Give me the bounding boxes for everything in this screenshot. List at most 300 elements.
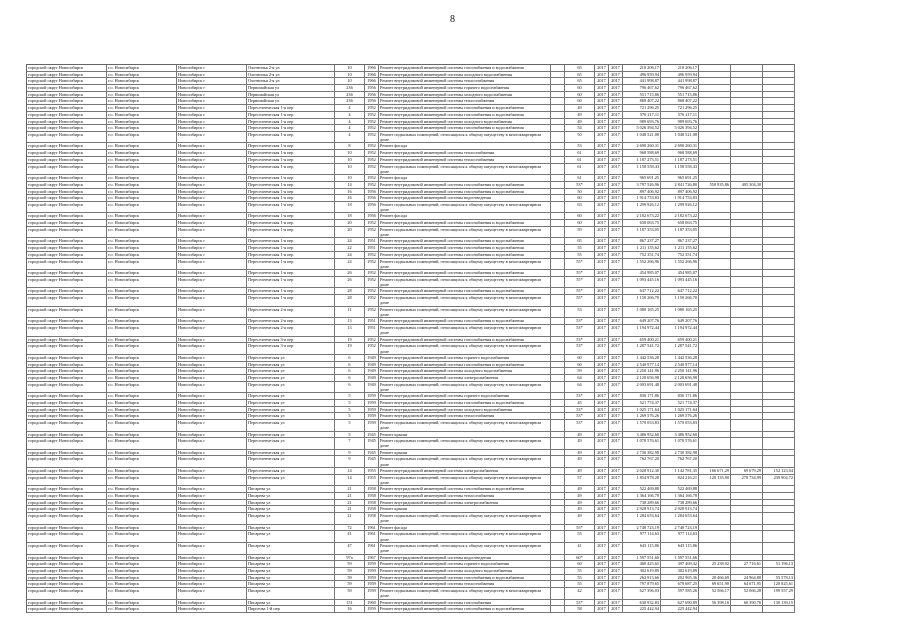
cell-owner-cost xyxy=(763,382,795,394)
cell-municipality: городской округ Новосибирск xyxy=(27,85,107,92)
cell-fund-cost: 1 078 576,61 xyxy=(661,438,699,450)
cell-settlement: Новосибирск г xyxy=(177,195,247,202)
cell-wear-percent: 65 xyxy=(565,78,595,85)
cell-total-cost: 643 115,86 xyxy=(623,543,661,555)
cell-settlement: Новосибирск г xyxy=(177,362,247,369)
cell-city-district: г.о. Новосибирск xyxy=(107,343,177,355)
cell-total-cost: 1 080 165,25 xyxy=(623,307,661,319)
cell-wear-percent: 55* xyxy=(565,525,595,532)
cell-plan-start-year: 2017 xyxy=(595,432,609,439)
table-row xyxy=(27,143,795,150)
cell-plan-start-year: 2017 xyxy=(595,355,609,362)
cell-local-budget-cost: 27 716,61 xyxy=(731,561,763,568)
cell-plan-start-year: 2017 xyxy=(595,85,609,92)
cell-wear-percent: 59 xyxy=(565,227,595,239)
cell-plan-end-year: 2017 xyxy=(609,202,623,214)
cell-year-built: 1949 xyxy=(365,382,379,394)
cell-fund-cost: 627 690,89 xyxy=(661,600,699,607)
cell-blank xyxy=(551,468,565,475)
cell-total-cost: 2 748 723,19 xyxy=(623,525,661,532)
cell-owner-cost xyxy=(763,506,795,513)
cell-plan-end-year: 2017 xyxy=(609,438,623,450)
cell-municipality: городской округ Новосибирск xyxy=(27,78,107,85)
cell-work-type: Ремонт внутридомовой инженерной системы газоснабжения и водоснабжения xyxy=(379,400,551,407)
cell-budget-cost xyxy=(699,132,731,144)
cell-fund-cost: 647 712,22 xyxy=(661,288,699,295)
cell-city-district: г.о. Новосибирск xyxy=(107,92,177,99)
table-row xyxy=(27,72,795,79)
cell-city-district: г.о. Новосибирск xyxy=(107,575,177,582)
cell-fund-cost: 397 469,42 xyxy=(661,561,699,568)
cell-municipality: городской округ Новосибирск xyxy=(27,65,107,72)
cell-owner-cost xyxy=(763,164,795,176)
cell-fund-cost: 965 691,25 xyxy=(661,175,699,182)
cell-city-district: г.о. Новосибирск xyxy=(107,355,177,362)
cell-fund-cost: 1 142 781,35 xyxy=(661,468,699,475)
cell-local-budget-cost xyxy=(731,362,763,369)
cell-work-type: Ремонт внутридомовой инженерной системы холодного водоснабжения xyxy=(379,368,551,375)
cell-work-type: Ремонт подвальных помещений, относящихся к общему имуществу в многоквартирном доме xyxy=(379,132,551,144)
cell-year-built: 1951 xyxy=(365,325,379,337)
cell-owner-cost xyxy=(763,420,795,432)
cell-work-type: Ремонт внутридомовой инженерной системы газоснабжения и водоснабжения xyxy=(379,288,551,295)
cell-settlement: Новосибирск г xyxy=(177,506,247,513)
cell-settlement: Новосибирск г xyxy=(177,337,247,344)
cell-fund-cost: 441 998,87 xyxy=(661,78,699,85)
cell-total-cost: 2 120 656,98 xyxy=(623,375,661,382)
cell-municipality: городской округ Новосибирск xyxy=(27,202,107,214)
cell-settlement: Новосибирск г xyxy=(177,157,247,164)
cell-plan-start-year: 2017 xyxy=(595,318,609,325)
cell-owner-cost xyxy=(763,450,795,457)
cell-wear-percent: 55* xyxy=(565,277,595,289)
cell-plan-start-year: 2017 xyxy=(595,475,609,487)
cell-plan-end-year: 2017 xyxy=(609,72,623,79)
cell-work-type: Ремонт внутридомовой инженерной системы электроснабжения xyxy=(379,468,551,475)
cell-work-type: Ремонт внутридомовой инженерной системы газоснабжения xyxy=(379,600,551,607)
table-row xyxy=(27,213,795,220)
cell-work-type: Ремонт внутридомовой инженерной системы холодного водоснабжения xyxy=(379,72,551,79)
cell-settlement: Новосибирск г xyxy=(177,227,247,239)
cell-owner-cost xyxy=(763,606,795,613)
table-row xyxy=(27,182,795,189)
cell-house-number: 59 xyxy=(335,568,365,575)
cell-city-district: г.о. Новосибирск xyxy=(107,400,177,407)
cell-owner-cost: 120 825,61 xyxy=(763,581,795,588)
cell-work-type: Ремонт внутридомовой инженерной системы теплоснабжения xyxy=(379,157,551,164)
cell-fund-cost: 1 093 445,16 xyxy=(661,277,699,289)
cell-city-district: г.о. Новосибирск xyxy=(107,568,177,575)
cell-wear-percent: 60 xyxy=(565,92,595,99)
cell-house-number: 21 xyxy=(335,506,365,513)
cell-street: Переселенческая ул xyxy=(247,362,335,369)
cell-plan-end-year: 2017 xyxy=(609,413,623,420)
table-row xyxy=(27,337,795,344)
cell-settlement: Новосибирск г xyxy=(177,270,247,277)
cell-blank xyxy=(551,500,565,507)
cell-plan-start-year: 2017 xyxy=(595,195,609,202)
cell-owner-cost xyxy=(763,157,795,164)
cell-budget-cost xyxy=(699,175,731,182)
cell-owner-cost xyxy=(763,150,795,157)
cell-year-built: 1952 xyxy=(365,143,379,150)
cell-owner-cost xyxy=(763,486,795,493)
cell-blank xyxy=(551,157,565,164)
cell-city-district: г.о. Новосибирск xyxy=(107,493,177,500)
table-row xyxy=(27,493,795,500)
cell-owner-cost xyxy=(763,362,795,369)
cell-settlement: Новосибирск г xyxy=(177,220,247,227)
cell-budget-cost xyxy=(699,270,731,277)
cell-settlement: Новосибирск г xyxy=(177,588,247,600)
cell-owner-cost xyxy=(763,72,795,79)
cell-budget-cost xyxy=(699,259,731,271)
cell-year-built: 1945 xyxy=(365,450,379,457)
cell-local-budget-cost xyxy=(731,92,763,99)
cell-total-cost: 627 396,03 xyxy=(623,588,661,600)
cell-work-type: Ремонт внутридомовой инженерной системы холодного водоснабжения xyxy=(379,119,551,126)
cell-city-district: г.о. Новосибирск xyxy=(107,78,177,85)
cell-blank xyxy=(551,125,565,132)
cell-city-district: г.о. Новосибирск xyxy=(107,125,177,132)
cell-budget-cost xyxy=(699,288,731,295)
cell-total-cost: 2 250 141,96 xyxy=(623,368,661,375)
cell-house-number: 59 xyxy=(335,588,365,600)
cell-plan-end-year: 2017 xyxy=(609,220,623,227)
cell-budget-cost xyxy=(699,368,731,375)
cell-owner-cost xyxy=(763,400,795,407)
cell-blank xyxy=(551,400,565,407)
cell-work-type: Ремонт внутридомовой инженерной системы горячего водоснабжения xyxy=(379,85,551,92)
table-row xyxy=(27,355,795,362)
cell-budget-cost xyxy=(699,245,731,252)
cell-blank xyxy=(551,588,565,600)
cell-total-cost: 752 351,74 xyxy=(623,252,661,259)
cell-plan-start-year: 2017 xyxy=(595,189,609,196)
cell-city-district: г.о. Новосибирск xyxy=(107,393,177,400)
cell-plan-end-year: 2017 xyxy=(609,85,623,92)
table-row xyxy=(27,164,795,176)
cell-total-cost: 1 914 753,83 xyxy=(623,195,661,202)
cell-fund-cost: 1 211 155,62 xyxy=(661,245,699,252)
cell-fund-cost: 522 469,88 xyxy=(661,486,699,493)
cell-year-built: 1959 xyxy=(365,420,379,432)
cell-wear-percent: 55 xyxy=(565,245,595,252)
cell-local-budget-cost xyxy=(731,438,763,450)
cell-city-district: г.о. Новосибирск xyxy=(107,531,177,543)
cell-wear-percent: 53* xyxy=(565,600,595,607)
cell-street: Переселенческая 1-я пер xyxy=(247,288,335,295)
cell-owner-cost xyxy=(763,112,795,119)
cell-street: Переселенческая 1-я пер xyxy=(247,175,335,182)
cell-wear-percent: 49 xyxy=(565,456,595,468)
cell-municipality: городской округ Новосибирск xyxy=(27,220,107,227)
cell-fund-cost: 867 237,27 xyxy=(661,238,699,245)
cell-plan-end-year: 2017 xyxy=(609,270,623,277)
cell-plan-end-year: 2017 xyxy=(609,307,623,319)
cell-work-type: Ремонт внутридомовой инженерной системы газоснабжения и водоснабжения xyxy=(379,337,551,344)
cell-settlement: Новосибирск г xyxy=(177,325,247,337)
cell-total-cost: 721 296,25 xyxy=(623,105,661,112)
cell-settlement: Новосибирск г xyxy=(177,486,247,493)
cell-total-cost: 225 442,94 xyxy=(623,606,661,613)
cell-municipality: городской округ Новосибирск xyxy=(27,92,107,99)
cell-local-budget-cost xyxy=(731,175,763,182)
table-row xyxy=(27,500,795,507)
cell-budget-cost xyxy=(699,252,731,259)
cell-budget-cost: 52 566,17 xyxy=(699,588,731,600)
cell-house-number: 59 xyxy=(335,581,365,588)
cell-wear-percent: 53* xyxy=(565,337,595,344)
cell-city-district: г.о. Новосибирск xyxy=(107,157,177,164)
cell-budget-cost: 69 651,90 xyxy=(699,581,731,588)
cell-street: Писарева ул xyxy=(247,575,335,582)
cell-street: Переселенческая 2-я пер xyxy=(247,325,335,337)
cell-city-district: г.о. Новосибирск xyxy=(107,112,177,119)
cell-plan-start-year: 2017 xyxy=(595,220,609,227)
cell-fund-cost: 2 841 726,80 xyxy=(661,182,699,189)
cell-wear-percent: 55* xyxy=(565,259,595,271)
table-row xyxy=(27,588,795,600)
capital-repair-table xyxy=(26,64,795,613)
cell-house-number: 7 xyxy=(335,438,365,450)
cell-work-type: Ремонт внутридомовой инженерной системы газоснабжения и водоснабжения xyxy=(379,575,551,582)
table-row xyxy=(27,65,795,72)
cell-plan-start-year: 2017 xyxy=(595,456,609,468)
cell-house-number: 14 xyxy=(335,468,365,475)
cell-plan-end-year: 2017 xyxy=(609,189,623,196)
cell-work-type: Ремонт крыши xyxy=(379,432,551,439)
table-row xyxy=(27,105,795,112)
cell-budget-cost xyxy=(699,393,731,400)
cell-municipality: городской округ Новосибирск xyxy=(27,119,107,126)
cell-plan-start-year: 2017 xyxy=(595,65,609,72)
cell-total-cost: 989 693,76 xyxy=(623,119,661,126)
cell-local-budget-cost xyxy=(731,375,763,382)
cell-city-district: г.о. Новосибирск xyxy=(107,486,177,493)
cell-total-cost: 762 767,20 xyxy=(623,456,661,468)
cell-blank xyxy=(551,78,565,85)
cell-blank xyxy=(551,65,565,72)
cell-street: Переселенческая ул xyxy=(247,432,335,439)
cell-local-budget-cost xyxy=(731,400,763,407)
cell-total-cost: 630 932,83 xyxy=(623,600,661,607)
cell-total-cost: 868 407,22 xyxy=(623,98,661,105)
cell-plan-end-year: 2017 xyxy=(609,500,623,507)
cell-street: Писарева ул xyxy=(247,561,335,568)
cell-plan-end-year: 2017 xyxy=(609,588,623,600)
cell-budget-cost xyxy=(699,150,731,157)
cell-fund-cost: 1 914 753,83 xyxy=(661,195,699,202)
cell-settlement: Новосибирск г xyxy=(177,600,247,607)
cell-budget-cost xyxy=(699,506,731,513)
cell-work-type: Ремонт подвальных помещений, относящихся к общему имуществу в многоквартирном доме xyxy=(379,456,551,468)
table-row xyxy=(27,475,795,487)
cell-settlement: Новосибирск г xyxy=(177,575,247,582)
cell-street: Переселенческая ул xyxy=(247,368,335,375)
cell-house-number: 5 xyxy=(335,407,365,414)
cell-house-number: 8 xyxy=(335,143,365,150)
cell-fund-cost: 1 048 521,08 xyxy=(661,132,699,144)
cell-plan-start-year: 2017 xyxy=(595,561,609,568)
cell-municipality: городской округ Новосибирск xyxy=(27,368,107,375)
cell-settlement: Новосибирск г xyxy=(177,407,247,414)
cell-owner-cost xyxy=(763,368,795,375)
cell-local-budget-cost xyxy=(731,98,763,105)
cell-budget-cost xyxy=(699,400,731,407)
cell-fund-cost: 5 026 394,52 xyxy=(661,125,699,132)
cell-settlement: Новосибирск г xyxy=(177,420,247,432)
cell-work-type: Ремонт подвальных помещений, относящихся к общему имуществу в многоквартирном доме xyxy=(379,531,551,543)
cell-settlement: Новосибирск г xyxy=(177,438,247,450)
cell-plan-end-year: 2017 xyxy=(609,475,623,487)
cell-total-cost: 797 879,65 xyxy=(623,581,661,588)
cell-city-district: г.о. Новосибирск xyxy=(107,513,177,525)
cell-plan-start-year: 2017 xyxy=(595,157,609,164)
cell-local-budget-cost xyxy=(731,202,763,214)
cell-total-cost: 1 194 972,44 xyxy=(623,325,661,337)
cell-fund-cost: 658 063,75 xyxy=(661,220,699,227)
cell-municipality: городской округ Новосибирск xyxy=(27,318,107,325)
cell-work-type: Ремонт внутридомовой инженерной системы водоотведения xyxy=(379,195,551,202)
cell-local-budget-cost: 69 679,29 xyxy=(731,468,763,475)
cell-municipality: городской округ Новосибирск xyxy=(27,337,107,344)
cell-municipality: городской округ Новосибирск xyxy=(27,72,107,79)
cell-plan-start-year: 2017 xyxy=(595,78,609,85)
cell-blank xyxy=(551,119,565,126)
cell-wear-percent: 49 xyxy=(565,450,595,457)
cell-owner-cost xyxy=(763,270,795,277)
cell-house-number: 21 xyxy=(335,493,365,500)
cell-total-cost: 3 797 526,96 xyxy=(623,182,661,189)
cell-owner-cost xyxy=(763,555,795,562)
cell-year-built: 1952 xyxy=(365,343,379,355)
cell-municipality: городской округ Новосибирск xyxy=(27,213,107,220)
cell-local-budget-cost: 278 734,99 xyxy=(731,475,763,487)
cell-owner-cost xyxy=(763,132,795,144)
cell-fund-cost: 1 442 536,28 xyxy=(661,355,699,362)
cell-blank xyxy=(551,259,565,271)
cell-plan-end-year: 2017 xyxy=(609,98,623,105)
cell-house-number: 16 xyxy=(335,606,365,613)
table-row xyxy=(27,288,795,295)
cell-year-built: 1945 xyxy=(365,438,379,450)
cell-local-budget-cost xyxy=(731,270,763,277)
cell-work-type: Ремонт внутридомовой инженерной системы газоснабжения и водоснабжения xyxy=(379,270,551,277)
cell-blank xyxy=(551,438,565,450)
cell-fund-cost: 2 540 977,14 xyxy=(661,362,699,369)
cell-city-district: г.о. Новосибирск xyxy=(107,413,177,420)
cell-city-district: г.о. Новосибирск xyxy=(107,277,177,289)
cell-local-budget-cost xyxy=(731,343,763,355)
cell-city-district: г.о. Новосибирск xyxy=(107,506,177,513)
cell-work-type: Ремонт подвальных помещений, относящихся к общему имуществу в многоквартирном доме xyxy=(379,438,551,450)
cell-total-cost: 836 171,86 xyxy=(623,393,661,400)
cell-year-built: 1959 xyxy=(365,606,379,613)
cell-fund-cost: 643 115,86 xyxy=(661,543,699,555)
cell-wear-percent: 49 xyxy=(565,119,595,126)
cell-work-type: Ремонт внутридомовой инженерной системы электроснабжения xyxy=(379,375,551,382)
cell-plan-end-year: 2017 xyxy=(609,213,623,220)
cell-municipality: городской округ Новосибирск xyxy=(27,325,107,337)
cell-work-type: Ремонт подвальных помещений, относящихся к общему имуществу в многоквартирном доме xyxy=(379,259,551,271)
cell-year-built: 1959 xyxy=(365,575,379,582)
cell-house-number: 28 xyxy=(335,288,365,295)
cell-blank xyxy=(551,288,565,295)
cell-house-number: 6 xyxy=(335,375,365,382)
cell-street: Переселенческая 1-я пер xyxy=(247,132,335,144)
cell-budget-cost xyxy=(699,213,731,220)
cell-street: Охотничья 2-я ул xyxy=(247,78,335,85)
cell-total-cost: 460 425,65 xyxy=(623,561,661,568)
table-row xyxy=(27,468,795,475)
cell-plan-start-year: 2017 xyxy=(595,98,609,105)
cell-year-built: 1952 xyxy=(365,105,379,112)
cell-owner-cost xyxy=(763,493,795,500)
cell-blank xyxy=(551,220,565,227)
cell-house-number: 41 xyxy=(335,531,365,543)
cell-wear-percent: 49 xyxy=(565,105,595,112)
cell-city-district: г.о. Новосибирск xyxy=(107,119,177,126)
cell-blank xyxy=(551,493,565,500)
table-row xyxy=(27,400,795,407)
cell-plan-end-year: 2017 xyxy=(609,143,623,150)
cell-work-type: Ремонт подвальных помещений, относящихся к общему имуществу в многоквартирном доме xyxy=(379,382,551,394)
cell-street: Переселенческая 1-я пер xyxy=(247,143,335,150)
cell-house-number: 5 xyxy=(335,413,365,420)
cell-work-type: Ремонт внутридомовой инженерной системы водоотведения xyxy=(379,555,551,562)
table-row xyxy=(27,600,795,607)
cell-house-number: 4 xyxy=(335,119,365,126)
cell-budget-cost xyxy=(699,555,731,562)
cell-total-cost: 649 207,76 xyxy=(623,318,661,325)
cell-blank xyxy=(551,368,565,375)
cell-blank xyxy=(551,561,565,568)
cell-municipality: городской округ Новосибирск xyxy=(27,475,107,487)
cell-plan-start-year: 2017 xyxy=(595,468,609,475)
cell-year-built: 1952 xyxy=(365,157,379,164)
cell-settlement: Новосибирск г xyxy=(177,202,247,214)
cell-fund-cost: 1 570 053,83 xyxy=(661,420,699,432)
cell-plan-end-year: 2017 xyxy=(609,65,623,72)
cell-house-number: 151 xyxy=(335,600,365,607)
cell-local-budget-cost xyxy=(731,456,763,468)
cell-work-type: Ремонт подвальных помещений, относящихся к общему имуществу в многоквартирном доме xyxy=(379,227,551,239)
cell-settlement: Новосибирск г xyxy=(177,375,247,382)
cell-blank xyxy=(551,227,565,239)
cell-local-budget-cost xyxy=(731,277,763,289)
cell-municipality: городской округ Новосибирск xyxy=(27,581,107,588)
cell-street: Переселенческая 1-я пер xyxy=(247,238,335,245)
cell-budget-cost xyxy=(699,164,731,176)
cell-total-cost: 1 025 171,64 xyxy=(623,407,661,414)
cell-street: Писарева ул xyxy=(247,581,335,588)
table-row xyxy=(27,420,795,432)
cell-owner-cost xyxy=(763,245,795,252)
cell-settlement: Новосибирск г xyxy=(177,277,247,289)
cell-local-budget-cost: 52 066,28 xyxy=(731,588,763,600)
cell-plan-end-year: 2017 xyxy=(609,420,623,432)
cell-budget-cost xyxy=(699,277,731,289)
cell-plan-start-year: 2017 xyxy=(595,295,609,307)
cell-house-number: 14 xyxy=(335,182,365,189)
cell-plan-end-year: 2017 xyxy=(609,456,623,468)
cell-house-number: 19 xyxy=(335,343,365,355)
cell-work-type: Ремонт внутридомовой инженерной системы теплоснабжения xyxy=(379,581,551,588)
cell-plan-end-year: 2017 xyxy=(609,343,623,355)
cell-plan-start-year: 2017 xyxy=(595,513,609,525)
table-row xyxy=(27,606,795,613)
